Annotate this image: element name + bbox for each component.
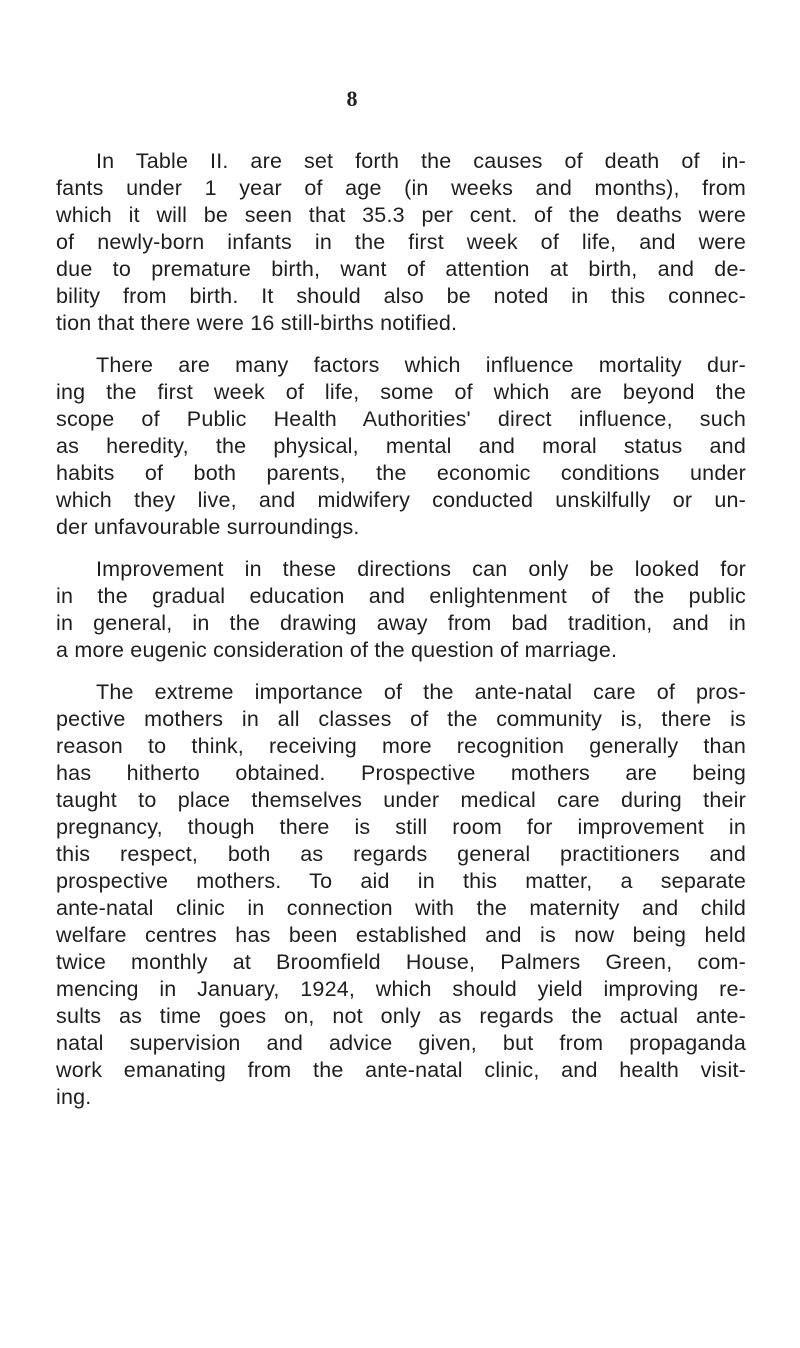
text-line: prospective mothers. To aid in this matter, a separate bbox=[56, 869, 746, 893]
text-line: ing the first week of life, some of which are beyond the bbox=[56, 380, 746, 404]
paragraph bbox=[56, 148, 746, 337]
text-line: natal supervision and advice given, but from propaganda bbox=[56, 1031, 746, 1055]
text-line: this respect, both as regards general practitioners and bbox=[56, 842, 746, 866]
text-line: habits of both parents, the economic conditions under bbox=[56, 461, 746, 485]
text-line: as heredity, the physical, mental and moral status and bbox=[56, 434, 746, 458]
page-number: 8 bbox=[346, 86, 358, 111]
text-line: There are many factors which influence mortality dur- bbox=[96, 353, 746, 377]
text-line: welfare centres has been established and is now being held bbox=[56, 923, 746, 947]
text-line: in general, in the drawing away from bad tradition, and in bbox=[56, 611, 746, 635]
text-line: reason to think, receiving more recognition generally than bbox=[56, 734, 746, 758]
text-line: tion that there were 16 still-births notified. bbox=[56, 311, 458, 335]
text-line: a more eugenic consideration of the question of marriage. bbox=[56, 638, 618, 662]
text-line: in the gradual education and enlightenment of the public bbox=[56, 584, 746, 608]
text-line: which it will be seen that 35.3 per cent. of the deaths were bbox=[56, 203, 746, 227]
text-line: fants under 1 year of age (in weeks and months), from bbox=[56, 176, 746, 200]
text-line: bility from birth. It should also be noted in this connec- bbox=[56, 284, 746, 308]
text-line: mencing in January, 1924, which should yield improving re- bbox=[56, 977, 746, 1001]
text-line: pective mothers in all classes of the community is, there is bbox=[56, 707, 746, 731]
text-line: of newly-born infants in the first week of life, and were bbox=[56, 230, 746, 254]
paragraph bbox=[56, 352, 746, 541]
text-line: scope of Public Health Authorities' direct influence, such bbox=[56, 407, 746, 431]
text-line: twice monthly at Broomfield House, Palmers Green, com- bbox=[56, 950, 746, 974]
text-line: taught to place themselves under medical care during their bbox=[56, 788, 746, 812]
text-line: has hitherto obtained. Prospective mothers are being bbox=[56, 761, 746, 785]
text-line: The extreme importance of the ante-natal care of pros- bbox=[96, 680, 746, 704]
text-line: Improvement in these directions can only be looked for bbox=[96, 557, 746, 581]
text-line: which they live, and midwifery conducted unskilfully or un- bbox=[56, 488, 746, 512]
text-line: ante-natal clinic in connection with the maternity and child bbox=[56, 896, 746, 920]
text-line: work emanating from the ante-natal clinic, and health visit- bbox=[56, 1058, 746, 1082]
paragraph bbox=[56, 679, 746, 1111]
text-line: ing. bbox=[56, 1085, 92, 1109]
text-line: In Table II. are set forth the causes of death of in- bbox=[96, 149, 746, 173]
text-line: sults as time goes on, not only as regards the actual ante- bbox=[56, 1004, 746, 1028]
text-line: pregnancy, though there is still room for improvement in bbox=[56, 815, 746, 839]
document-body bbox=[56, 148, 746, 1126]
text-line: der unfavourable surroundings. bbox=[56, 515, 360, 539]
text-line: due to premature birth, want of attention at birth, and de- bbox=[56, 257, 746, 281]
paragraph bbox=[56, 556, 746, 664]
